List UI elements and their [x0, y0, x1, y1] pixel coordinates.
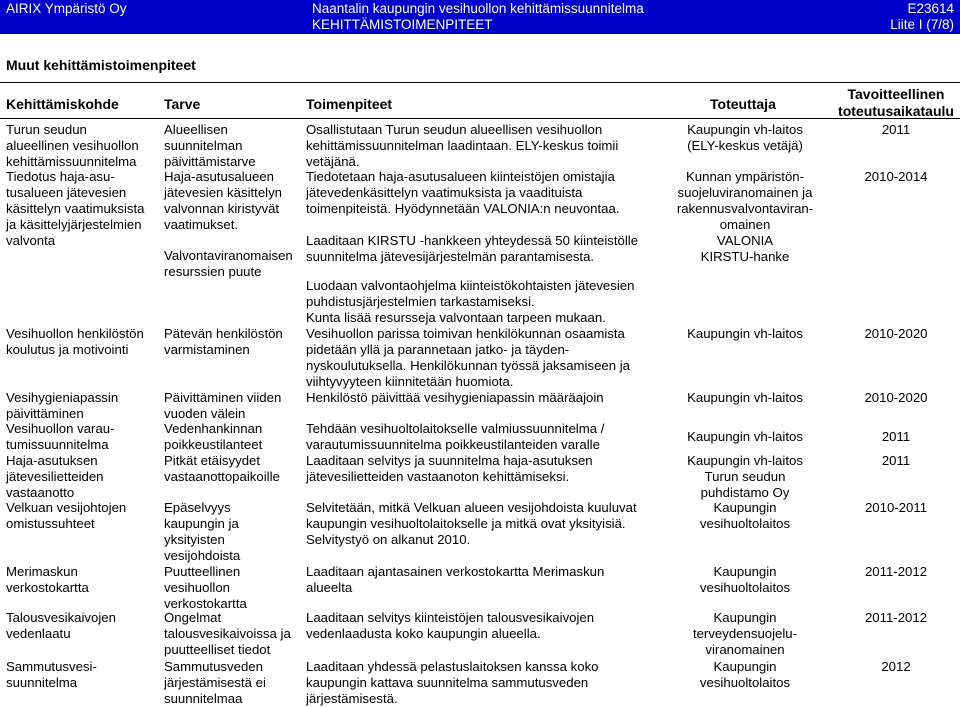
row-toimenpiteet: Laaditaan selvitys ja suunnitelma haja-asutuksen jätevesilietteiden vastaanoton kehittämiseksi.	[306, 453, 593, 484]
row-tarve: Päivittäminen viiden vuoden välein	[164, 390, 282, 421]
row-aikataulu: 2011	[881, 429, 911, 444]
row-toimenpiteet: Vesihuollon parissa toimivan henkilökunnan osaamista pidetään yllä ja parannetaan jatko- ja täyden- nyskoulutuksella. Henkilökunnan työssä jaksamiseen ja viihtyvyyteen kiinnitetään huomiota.	[306, 326, 631, 389]
row-kohde: Tiedotus haja-asu- tusalueen jätevesien käsittelyn vaatimuksista ja käsittelyjärjestelmien valvonta	[6, 169, 145, 248]
col-header-kohde: Kehittämiskohde	[6, 96, 119, 112]
row-toimenpiteet: Osallistutaan Turun seudun alueellisen vesihuollon kehittämissuunnitelman laadintaan. ELY-keskus toimii vetäjänä.	[306, 122, 619, 169]
row-aikataulu: 2010-2014	[864, 169, 928, 184]
row-tarve: Puutteellinen vesihuollon verkostokartta	[164, 564, 247, 611]
section-title: Muut kehittämistoimenpiteet	[6, 57, 196, 73]
row-kohde: Vesihygieniapassin päivittäminen	[6, 390, 119, 421]
appendix-page: Liite I (7/8)	[890, 17, 954, 32]
col-header-toteuttaja: Toteuttaja	[710, 96, 776, 112]
row-aikataulu: 2010-2020	[864, 326, 928, 341]
table-top-rule	[0, 82, 960, 83]
company-name: AIRIX Ympäristö Oy	[6, 1, 127, 16]
row-kohde: Merimaskun verkostokartta	[6, 564, 89, 595]
row-toimenpiteet-extra: Laaditaan KIRSTU -hankkeen yhteydessä 50 kiinteistölle suunnitelma jätevesijärjestelmän parantamisesta.	[306, 233, 639, 264]
row-toteuttaja: Kaupungin terveydensuojelu- viranomainen	[692, 610, 798, 657]
row-toteuttaja: Kaupungin vh-laitos (ELY-keskus vetäjä)	[687, 122, 803, 153]
row-kohde: Sammutusvesi- suunnitelma	[6, 659, 97, 690]
row-tarve: Pitkät etäisyydet vastaanottopaikoille	[164, 453, 280, 484]
row-aikataulu: 2012	[881, 659, 911, 674]
row-toteuttaja: Kaupungin vh-laitos Turun seudun puhdistamo Oy	[687, 453, 803, 500]
row-tarve: Epäselvyys kaupungin ja yksityisten vesijohdoista	[164, 500, 241, 563]
table-header-rule	[0, 118, 960, 119]
row-toimenpiteet-extra: Luodaan valvontaohjelma kiinteistökohtaisten jätevesien puhdistusjärjestelmien tarkastamiseksi. Kunta lisää resursseja valvontaan tarpeen mukaan.	[306, 278, 635, 325]
row-kohde: Vesihuollon henkilöstön koulutus ja motivointi	[6, 326, 144, 357]
row-aikataulu: 2011-2012	[864, 564, 928, 579]
col-header-aikataulu: Tavoitteellinen toteutusaikataulu	[838, 86, 954, 119]
row-kohde: Vesihuollon varau- tumissuunnitelma	[6, 421, 115, 452]
row-toteuttaja: Kaupungin vh-laitos	[687, 429, 803, 444]
row-toteuttaja: Kunnan ympäristön- suojeluviranomainen ja rakennusvalvontaviran- omainen VALONIA KIRSTU-hanke	[676, 169, 814, 264]
row-kohde: Turun seudun alueellinen vesihuollon kehittämissuunnitelma	[6, 122, 139, 169]
row-toimenpiteet: Laaditaan selvitys kiinteistöjen talousvesikaivojen vedenlaadusta koko kaupungin alueella.	[306, 610, 595, 641]
row-tarve: Haja-asutusalueen jätevesien käsittelyn valvonnan kiristyvät vaatimukset.	[164, 169, 283, 232]
row-aikataulu: 2010-2020	[864, 390, 928, 405]
row-toteuttaja: Kaupungin vesihuoltolaitos	[699, 500, 791, 531]
col-header-toimenpiteet: Toimenpiteet	[306, 96, 393, 112]
row-toteuttaja: Kaupungin vh-laitos	[687, 326, 803, 341]
row-aikataulu: 2010-2011	[864, 500, 928, 515]
row-tarve: Ongelmat talousvesikaivoissa ja puutteelliset tiedot	[164, 610, 291, 657]
row-toteuttaja: Kaupungin vesihuoltolaitos	[699, 659, 791, 690]
row-toimenpiteet: Henkilöstö päivittää vesihygieniapassin määräajoin	[306, 390, 604, 405]
document-title: Naantalin kaupungin vesihuollon kehittämissuunnitelma	[312, 1, 644, 16]
row-tarve: Alueellisen suunnitelman päivittämistarve	[164, 122, 256, 169]
row-toimenpiteet: Tehdään vesihuoltolaitokselle valmiussuunnitelma / varautumissuunnitelma poikkeustilanteiden varalle	[306, 421, 605, 452]
row-tarve: Pätevän henkilöstön varmistaminen	[164, 326, 283, 357]
col-header-tarve: Tarve	[164, 96, 201, 112]
row-tarve-extra: Valvontaviranomaisen resurssien puute	[164, 248, 293, 279]
row-tarve: Sammutusveden järjestämisestä ei suunnitelmaa	[164, 659, 266, 706]
row-toimenpiteet: Tiedotetaan haja-asutusalueen kiinteistöjen omistajia jätevedenkäsittelyn vaatimuksista ja vaadituista toimenpiteistä. Hyödynnetään VALONIA:n neuvontaa.	[306, 169, 620, 216]
document-header	[0, 0, 960, 34]
row-toteuttaja: Kaupungin vh-laitos	[687, 390, 803, 405]
row-toteuttaja: Kaupungin vesihuoltolaitos	[699, 564, 791, 595]
row-aikataulu: 2011	[881, 453, 911, 468]
row-aikataulu: 2011	[881, 122, 911, 137]
row-toimenpiteet: Laaditaan ajantasainen verkostokartta Merimaskun alueelta	[306, 564, 605, 595]
row-toimenpiteet: Selvitetään, mitkä Velkuan alueen vesijohdoista kuuluvat kaupungin vesihuoltolaitokselle ja mitkä ovat yksityisiä. Selvitystyö on alkanut 2010.	[306, 500, 637, 547]
row-toimenpiteet: Laaditaan yhdessä pelastuslaitoksen kanssa koko kaupungin kattava suunnitelma sammutusveden järjestämisestä.	[306, 659, 599, 706]
project-number: E23614	[907, 1, 954, 16]
row-kohde: Velkuan vesijohtojen omistussuhteet	[6, 500, 127, 531]
row-kohde: Talousvesikaivojen vedenlaatu	[6, 610, 116, 641]
row-kohde: Haja-asutuksen jätevesilietteiden vastaanotto	[6, 453, 104, 500]
row-tarve: Vedenhankinnan poikkeustilanteet	[164, 421, 263, 452]
row-aikataulu: 2011-2012	[864, 610, 928, 625]
document-subtitle: KEHITTÄMISTOIMENPITEET	[312, 17, 493, 32]
